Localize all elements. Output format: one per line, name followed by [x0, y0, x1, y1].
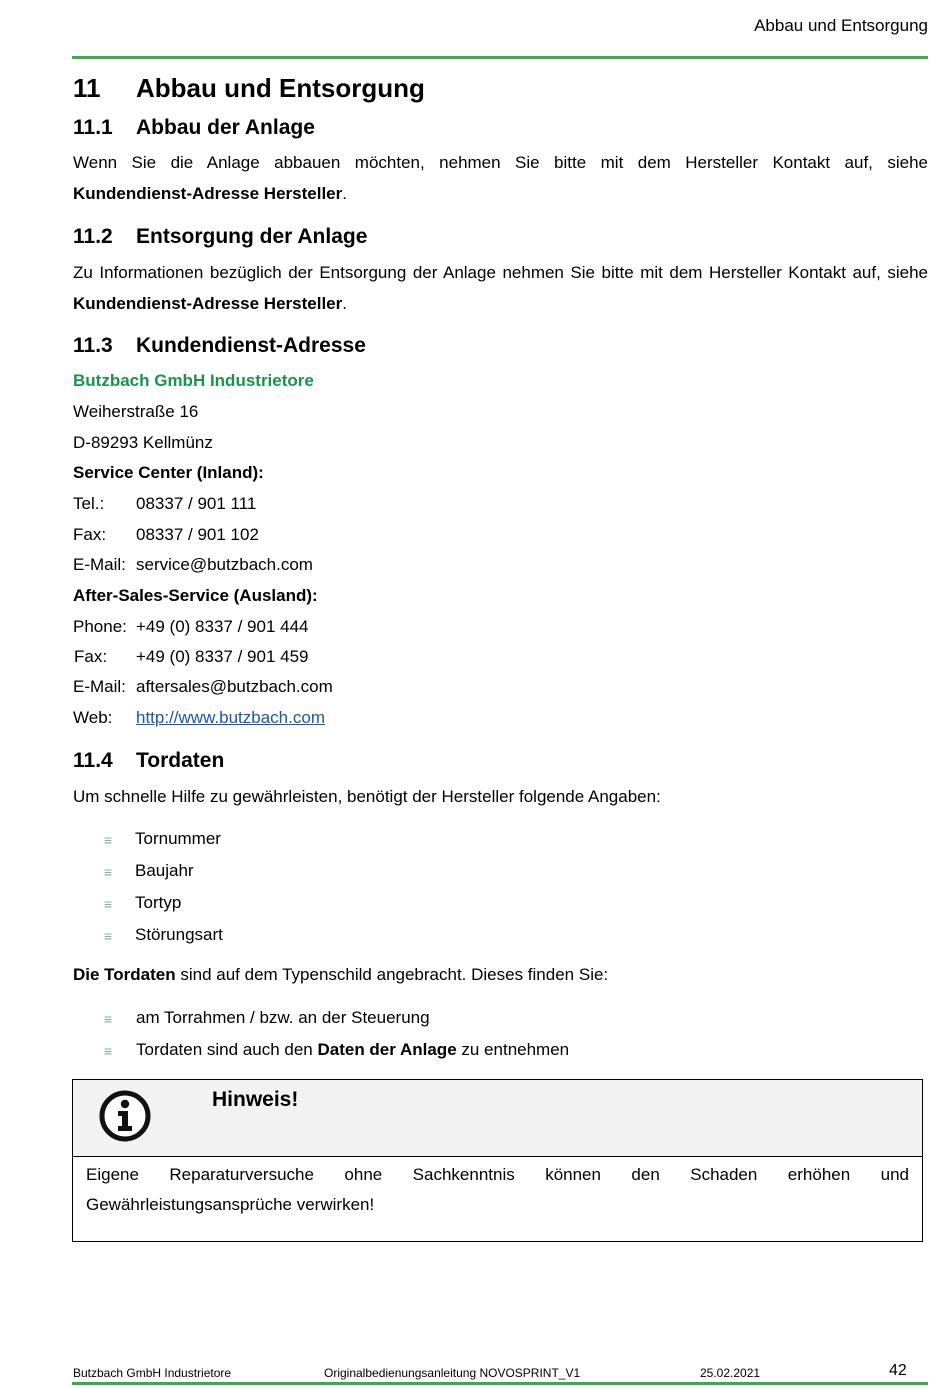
phone-label: Phone:	[73, 617, 127, 636]
list-bullet-icon: ≡	[104, 1043, 113, 1059]
fax-label: Fax:	[74, 647, 108, 666]
notice-body	[86, 1160, 909, 1220]
fax-value: 08337 / 901 102	[136, 525, 259, 544]
section-heading-11-4	[73, 749, 224, 773]
section-number: 11.1	[73, 116, 113, 139]
section-number: 11.2	[73, 225, 113, 248]
phone-value: +49 (0) 8337 / 901 444	[136, 617, 309, 636]
section-title: Kundendienst-Adresse	[136, 334, 366, 357]
notice-header	[73, 1080, 922, 1157]
chapter-title: Abbau und Entsorgung	[136, 73, 425, 103]
service-fax-row	[73, 525, 259, 545]
punctuation: .	[342, 184, 347, 203]
service-tel-row	[73, 494, 256, 514]
list-bullet-icon: ≡	[104, 1011, 113, 1027]
website-link[interactable]: http://www.butzbach.com	[136, 708, 325, 727]
company-name: Butzbach GmbH Industrietore	[73, 371, 314, 390]
chapter-heading	[73, 73, 425, 104]
service-center-heading: Service Center (Inland):	[73, 463, 264, 482]
city-address: D-89293 Kellmünz	[73, 433, 213, 452]
notice-line: Gewährleistungsansprüche verwirken!	[86, 1195, 375, 1214]
footer-company: Butzbach GmbH Industrietore	[73, 1366, 232, 1380]
aftersales-heading: After-Sales-Service (Ausland):	[73, 586, 318, 605]
footer-document: Originalbedienungsanleitung NOVOSPRINT_V1	[324, 1366, 581, 1380]
list-bullet-icon: ≡	[104, 832, 113, 848]
email-label: E-Mail:	[73, 555, 126, 574]
info-icon	[98, 1089, 152, 1143]
tel-label: Tel.:	[73, 494, 105, 513]
notice-title: Hinweis!	[212, 1088, 299, 1111]
footer-rule	[72, 1382, 928, 1385]
list-item-text: Tordaten sind auch den	[136, 1040, 318, 1059]
aftersales-email-row	[73, 677, 333, 697]
list-item: Baujahr	[135, 861, 194, 880]
email-label: E-Mail:	[73, 677, 126, 696]
street-address: Weiherstraße 16	[73, 402, 199, 421]
notice-box	[72, 1079, 923, 1242]
web-row	[73, 708, 325, 728]
tel-value: 08337 / 901 111	[136, 494, 257, 513]
list-item: Tortyp	[135, 893, 182, 912]
list-item: am Torrahmen / bzw. an der Steuerung	[136, 1008, 430, 1027]
list-item: Störungsart	[135, 925, 223, 944]
section-heading-11-2	[73, 225, 367, 249]
section-title: Tordaten	[136, 749, 225, 772]
tordaten-location-text	[73, 965, 608, 985]
cross-reference: Kundendienst-Adresse Hersteller	[73, 184, 343, 203]
section-title: Entsorgung der Anlage	[136, 225, 368, 248]
cross-reference: Daten der Anlage	[317, 1040, 457, 1059]
section-number: 11.4	[73, 749, 113, 772]
service-email-row	[73, 555, 313, 575]
list-bullet-icon: ≡	[104, 864, 113, 880]
punctuation: .	[342, 294, 347, 313]
list-item: Tornummer	[135, 829, 221, 848]
footer-date: 25.02.2021	[700, 1366, 761, 1380]
list-item	[136, 1040, 569, 1060]
section-number: 11.3	[73, 334, 113, 357]
section-heading-11-1	[73, 116, 315, 140]
running-header: Abbau und Entsorgung	[754, 16, 928, 35]
tordaten-location-rest: sind auf dem Typenschild angebracht. Dieses finden Sie:	[175, 965, 609, 984]
fax-label: Fax:	[73, 525, 107, 544]
email-value: service@butzbach.com	[136, 555, 313, 574]
tordaten-intro: Um schnelle Hilfe zu gewährleisten, benötigt der Hersteller folgende Angaben:	[73, 787, 661, 806]
section-11-1-text: Wenn Sie die Anlage abbauen möchten, nehmen Sie bitte mit dem Hersteller Kontakt auf, siehe	[73, 153, 928, 172]
fax-value: +49 (0) 8337 / 901 459	[136, 647, 309, 666]
section-heading-11-3	[73, 334, 366, 358]
aftersales-fax-row	[74, 647, 309, 667]
cross-reference: Kundendienst-Adresse Hersteller	[73, 294, 343, 313]
email-value: aftersales@butzbach.com	[136, 677, 333, 696]
section-11-2-reference	[73, 294, 347, 314]
list-item-text: zu entnehmen	[456, 1040, 570, 1059]
section-11-2-text: Zu Informationen bezüglich der Entsorgung der Anlage nehmen Sie bitte mit dem Hersteller Kontakt auf, siehe	[73, 263, 928, 282]
tordaten-bold: Die Tordaten	[73, 965, 176, 984]
chapter-number: 11	[73, 73, 101, 103]
aftersales-phone-row	[73, 617, 309, 637]
page-number: 42	[889, 1362, 907, 1379]
notice-line: Eigene Reparaturversuche ohne Sachkenntnis können den Schaden erhöhen und	[86, 1165, 909, 1184]
web-label: Web:	[73, 708, 113, 727]
header-rule	[72, 56, 928, 59]
list-bullet-icon: ≡	[104, 896, 113, 912]
section-11-1-reference	[73, 184, 347, 204]
list-bullet-icon: ≡	[104, 928, 113, 944]
section-title: Abbau der Anlage	[136, 116, 315, 139]
